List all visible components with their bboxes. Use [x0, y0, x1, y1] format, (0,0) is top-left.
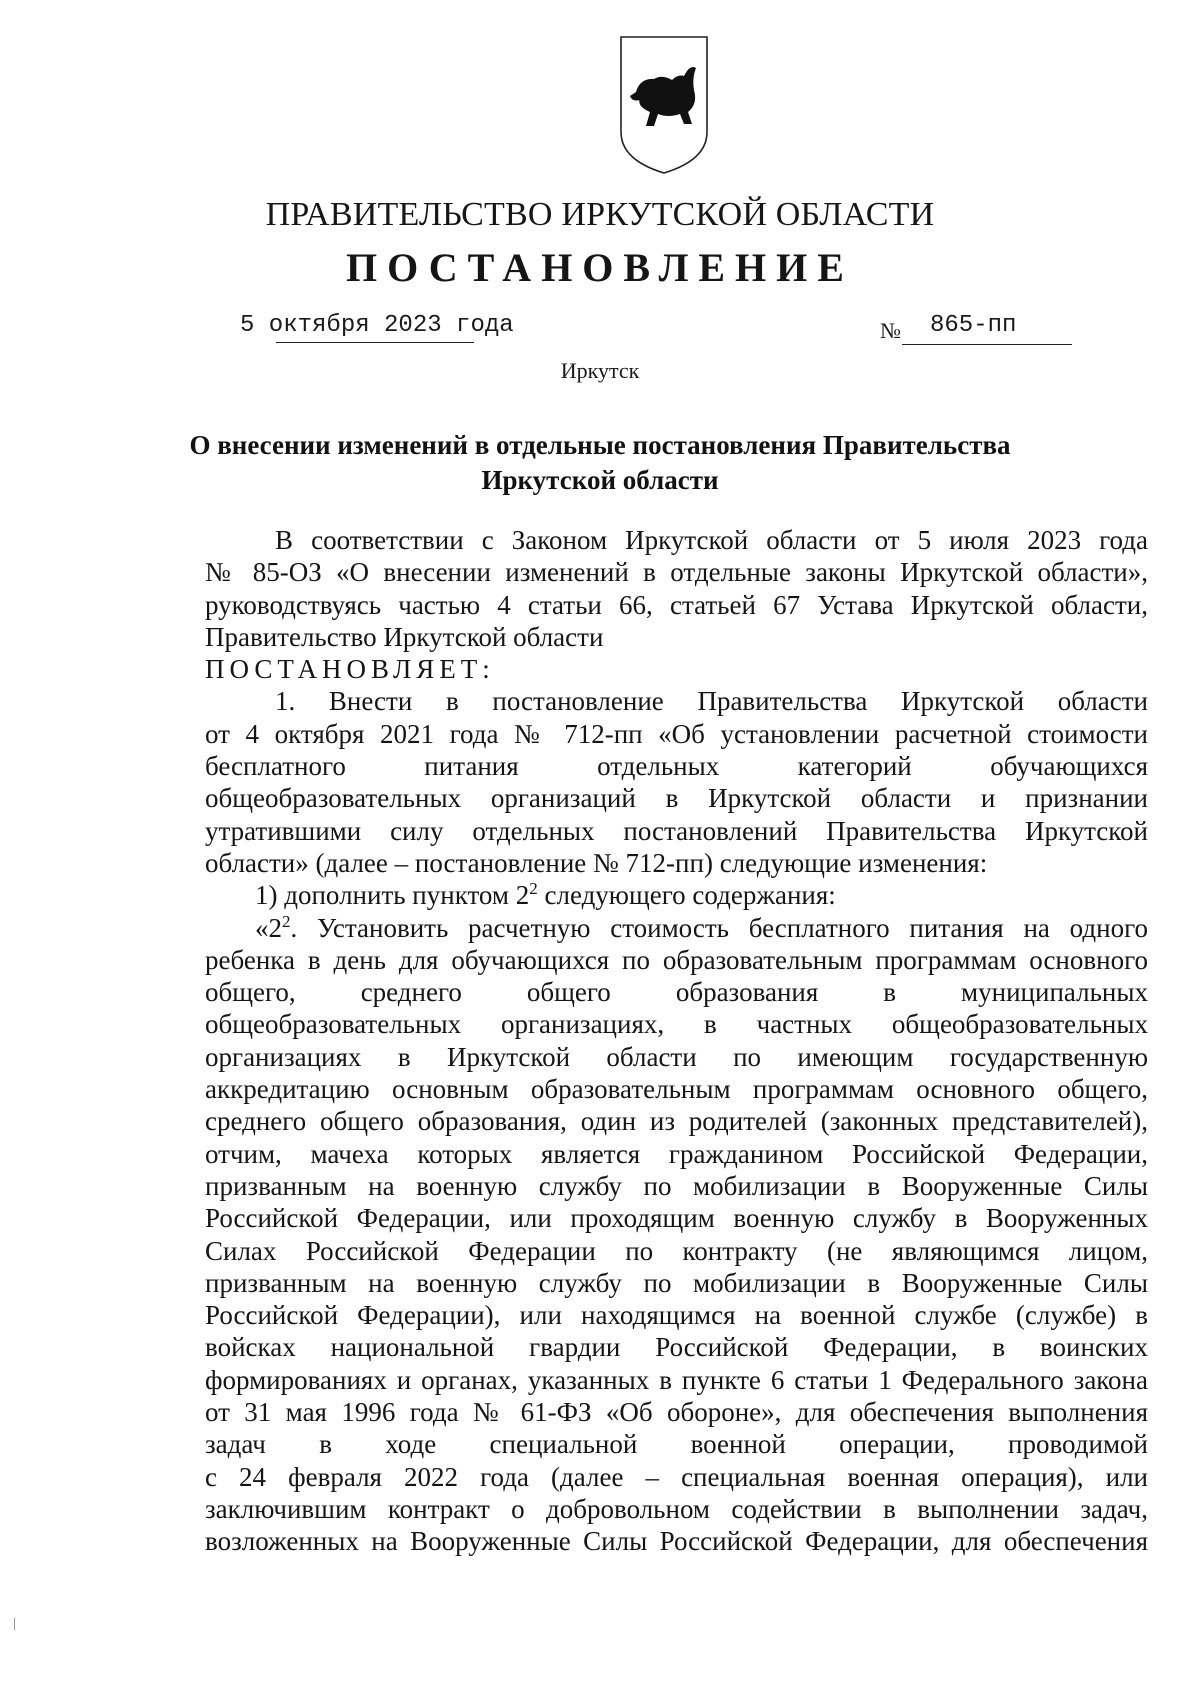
body-line: № 85-ОЗ «О внесении изменений в отдельные законы Иркутской области»,	[205, 557, 1148, 588]
title-line-1: О внесении изменений в отдельные постановления Правительства	[189, 430, 1011, 460]
city-name: Иркутск	[560, 358, 640, 383]
superscript: 2	[529, 879, 538, 899]
document-number: 865-пп	[930, 312, 1017, 339]
body-line: аккредитацию основным образовательным программам основного общего,	[205, 1074, 1148, 1105]
body-line-part: следующего содержания:	[537, 880, 836, 911]
body-line: ребенка в день для обучающихся по образовательным программам основного	[205, 944, 1148, 975]
body-line-part: 1) дополнить пунктом 2	[255, 880, 530, 911]
body-line: заключившим контракт о добровольном содействии в выполнении задач,	[205, 1493, 1148, 1524]
body-line: среднего общего образования, один из родителей (законных представителей),	[205, 1106, 1148, 1137]
body-line: Российской Федерации), или находящимся на военной службе (службе) в	[205, 1300, 1148, 1331]
body-line: с 24 февраля 2022 года (далее – специальная военная операция), или	[205, 1461, 1148, 1492]
coat-of-arms-icon	[618, 34, 710, 176]
number-underline	[902, 344, 1072, 345]
body-line: призванным на военную службу по мобилизации в Вооруженные Силы	[205, 1170, 1148, 1201]
number-sign: №	[880, 318, 901, 343]
government-name: ПРАВИТЕЛЬСТВО ИРКУТСКОЙ ОБЛАСТИ	[265, 196, 935, 233]
body-line: от 4 октября 2021 года № 712-пп «Об установлении расчетной стоимости	[205, 718, 1148, 749]
body-line: войсках национальной гвардии Российской Федерации, в воинских	[205, 1332, 1148, 1363]
title-line-2: Иркутской области	[481, 465, 719, 495]
body-line: от 31 мая 1996 года № 61-ФЗ «Об обороне», для обеспечения выполнения	[205, 1397, 1148, 1428]
body-line: области» (далее – постановление № 712-пп) следующие изменения:	[205, 847, 988, 878]
body-line: Силах Российской Федерации по контракту (не являющимся лицом,	[205, 1235, 1148, 1266]
body-line	[205, 912, 1148, 944]
body-line: Российской Федерации, или проходящим военную службу в Вооруженных	[205, 1203, 1148, 1234]
body-line: общеобразовательных организациях, в частных общеобразовательных	[205, 1009, 1148, 1040]
body-line: задач в ходе специальной военной операции, проводимой	[205, 1429, 1148, 1460]
body-line-decree: ПОСТАНОВЛЯЕТ:	[205, 654, 495, 685]
body-line: организациях в Иркутской области по имеющим государственную	[205, 1041, 1148, 1072]
document-type: ПОСТАНОВЛЕНИЕ	[346, 245, 854, 290]
body-line: руководствуясь частью 4 статьи 66, статьей 67 Устава Иркутской области,	[205, 589, 1148, 620]
body-line: Правительство Иркутской области	[205, 621, 604, 652]
body-line-part: «2	[255, 912, 282, 943]
body-line: возложенных на Вооруженные Силы Российской Федерации, для обеспечения	[205, 1526, 1148, 1557]
body-line: общего, среднего общего образования в муниципальных	[205, 977, 1148, 1008]
document-body	[205, 524, 1148, 1558]
body-line-part: . Установить расчетную стоимость бесплатного питания на одного	[290, 912, 1148, 943]
superscript: 2	[282, 911, 291, 931]
body-line: отчим, мачеха которых является гражданином Российской Федерации,	[205, 1138, 1148, 1169]
body-line: 1. Внести в постановление Правительства Иркутской области	[275, 686, 1148, 717]
body-line: общеобразовательных организаций в Иркутской области и признании	[205, 783, 1148, 814]
document-title	[0, 428, 1200, 498]
margin-mark	[14, 1618, 15, 1630]
body-line	[205, 879, 1148, 911]
document-date: 5 октября 2023 года	[240, 312, 514, 339]
body-line: утратившими силу отдельных постановлений Правительства Иркутской	[205, 815, 1148, 846]
body-line: бесплатного питания отдельных категорий обучающихся	[205, 751, 1148, 782]
body-line: призванным на военную службу по мобилизации в Вооруженные Силы	[205, 1267, 1148, 1298]
date-underline	[276, 342, 474, 343]
body-line: В соответствии с Законом Иркутской области от 5 июля 2023 года	[275, 525, 1148, 555]
body-line: формированиях и органах, указанных в пункте 6 статьи 1 Федерального закона	[205, 1364, 1148, 1395]
